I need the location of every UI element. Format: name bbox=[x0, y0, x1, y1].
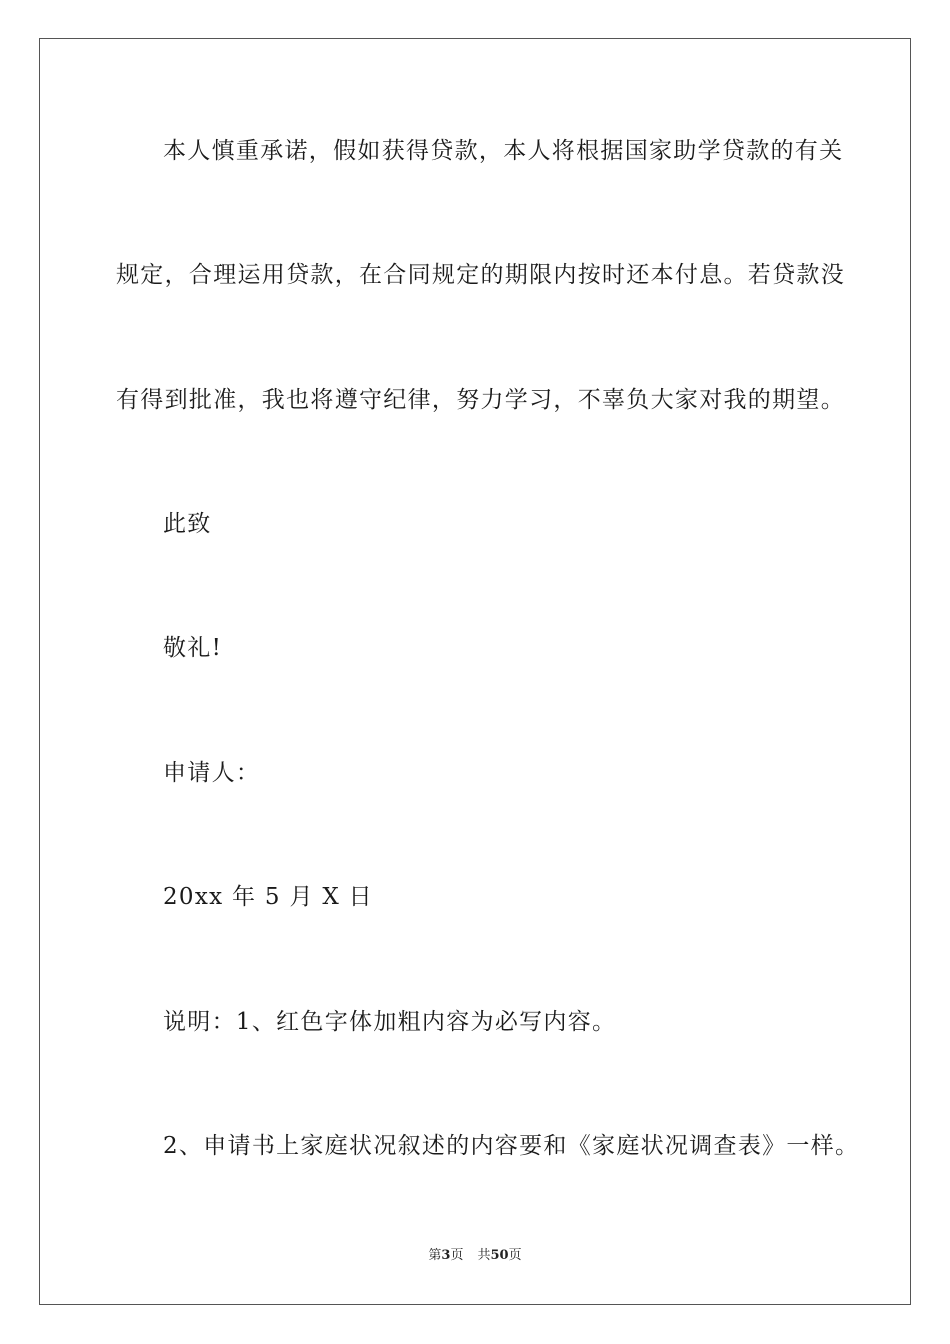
paragraph-line-2: 规定，合理运用贷款，在合同规定的期限内按时还本付息。若贷款没 bbox=[116, 262, 845, 288]
page-footer bbox=[0, 1246, 950, 1266]
total-page-count: 50 bbox=[490, 1248, 509, 1263]
page-prefix: 第 bbox=[428, 1248, 442, 1263]
total-prefix: 共 bbox=[477, 1248, 491, 1263]
applicant-label: 申请人： bbox=[163, 760, 261, 786]
date-line: 20xx 年 5 月 X 日 bbox=[163, 884, 373, 910]
total-suffix: 页 bbox=[508, 1248, 522, 1263]
regards-line: 敬礼! bbox=[163, 635, 223, 661]
current-page-number: 3 bbox=[441, 1248, 451, 1263]
page-border bbox=[39, 38, 911, 1305]
note-line-2: 2、申请书上家庭状况叙述的内容要和《家庭状况调查表》一样。 bbox=[163, 1133, 860, 1159]
note-line-1: 说明：1、红色字体加粗内容为必写内容。 bbox=[163, 1009, 617, 1035]
paragraph-line-1: 本人慎重承诺，假如获得贷款，本人将根据国家助学贷款的有关 bbox=[163, 138, 844, 164]
page-suffix: 页 bbox=[450, 1248, 464, 1263]
paragraph-line-3: 有得到批准，我也将遵守纪律，努力学习，不辜负大家对我的期望。 bbox=[116, 387, 845, 413]
salutation-line: 此致 bbox=[163, 511, 212, 537]
